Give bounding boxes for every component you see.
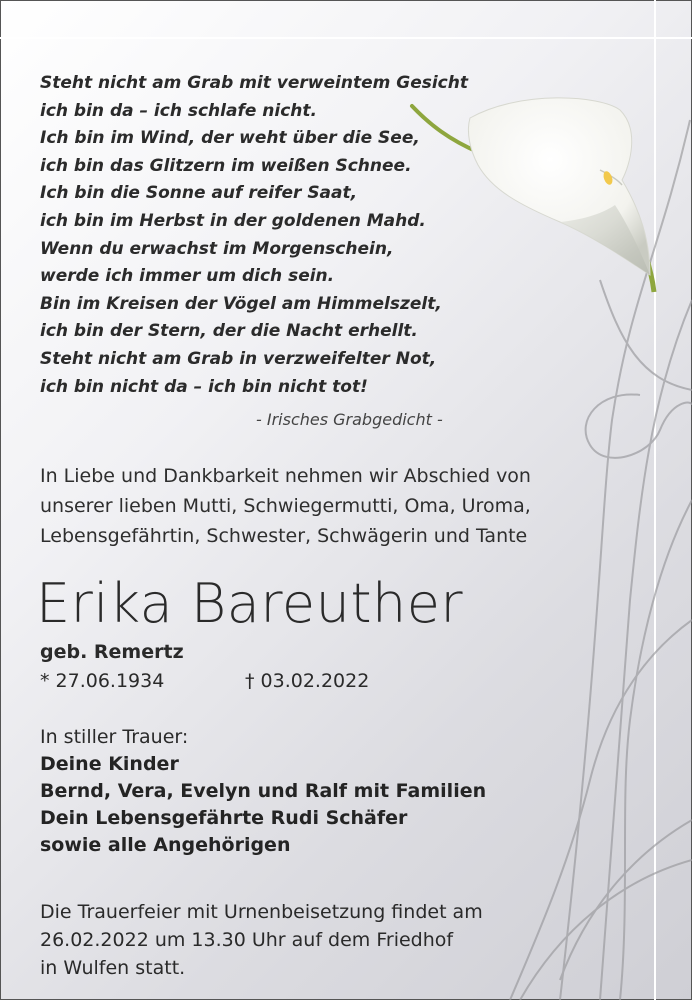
funeral-line: 26.02.2022 um 13.30 Uhr auf dem Friedhof — [40, 929, 454, 951]
mourner-line: Bernd, Vera, Evelyn und Ralf mit Familien — [40, 780, 487, 802]
death-date: † 03.02.2022 — [245, 670, 370, 692]
poem-line: ich bin das Glitzern im weißen Schnee. — [40, 155, 412, 176]
poem-line: ich bin da – ich schlafe nicht. — [40, 100, 317, 121]
mourner-line: Dein Lebensgefährte Rudi Schäfer — [40, 807, 408, 829]
intro-line: unserer lieben Mutti, Schwiegermutti, Oma, Uroma, — [40, 495, 531, 517]
birth-date: * 27.06.1934 — [40, 670, 165, 692]
poem-line: Ich bin im Wind, der weht über die See, — [40, 128, 420, 149]
poem-line: Wenn du erwachst im Morgenschein, — [40, 238, 394, 259]
poem-line: werde ich immer um dich sein. — [40, 266, 335, 287]
swirl-ornament — [510, 120, 692, 1000]
mourners-label: In stiller Trauer: — [40, 726, 189, 748]
poem — [40, 70, 468, 401]
mourner-line: sowie alle Angehörigen — [40, 834, 291, 856]
poem-line: Ich bin die Sonne auf reifer Saat, — [40, 183, 358, 204]
funeral-line: in Wulfen statt. — [40, 957, 186, 979]
poem-line: ich bin der Stern, der die Nacht erhellt. — [40, 321, 418, 342]
deceased-name: Erika Bareuther — [36, 572, 464, 635]
funeral-info — [40, 898, 483, 982]
poem-source: - Irisches Grabgedicht - — [256, 410, 443, 429]
intro-line: In Liebe und Dankbarkeit nehmen wir Abschied von — [40, 465, 531, 487]
poem-line: Bin im Kreisen der Vögel am Himmelszelt, — [40, 293, 442, 314]
poem-line: Steht nicht am Grab in verzweifelter Not, — [40, 348, 437, 369]
mourner-line: Deine Kinder — [40, 753, 179, 775]
mourners-list — [40, 751, 486, 859]
poem-line: Steht nicht am Grab mit verweintem Gesicht — [40, 73, 468, 93]
funeral-line: Die Trauerfeier mit Urnenbeisetzung findet am — [40, 901, 483, 923]
intro-line: Lebensgefährtin, Schwester, Schwägerin und Tante — [40, 525, 528, 547]
poem-line: ich bin im Herbst in der goldenen Mahd. — [40, 210, 426, 231]
intro-text — [40, 461, 531, 551]
poem-line: ich bin nicht da – ich bin nicht tot! — [40, 376, 368, 397]
maiden-name: geb. Remertz — [40, 641, 184, 663]
